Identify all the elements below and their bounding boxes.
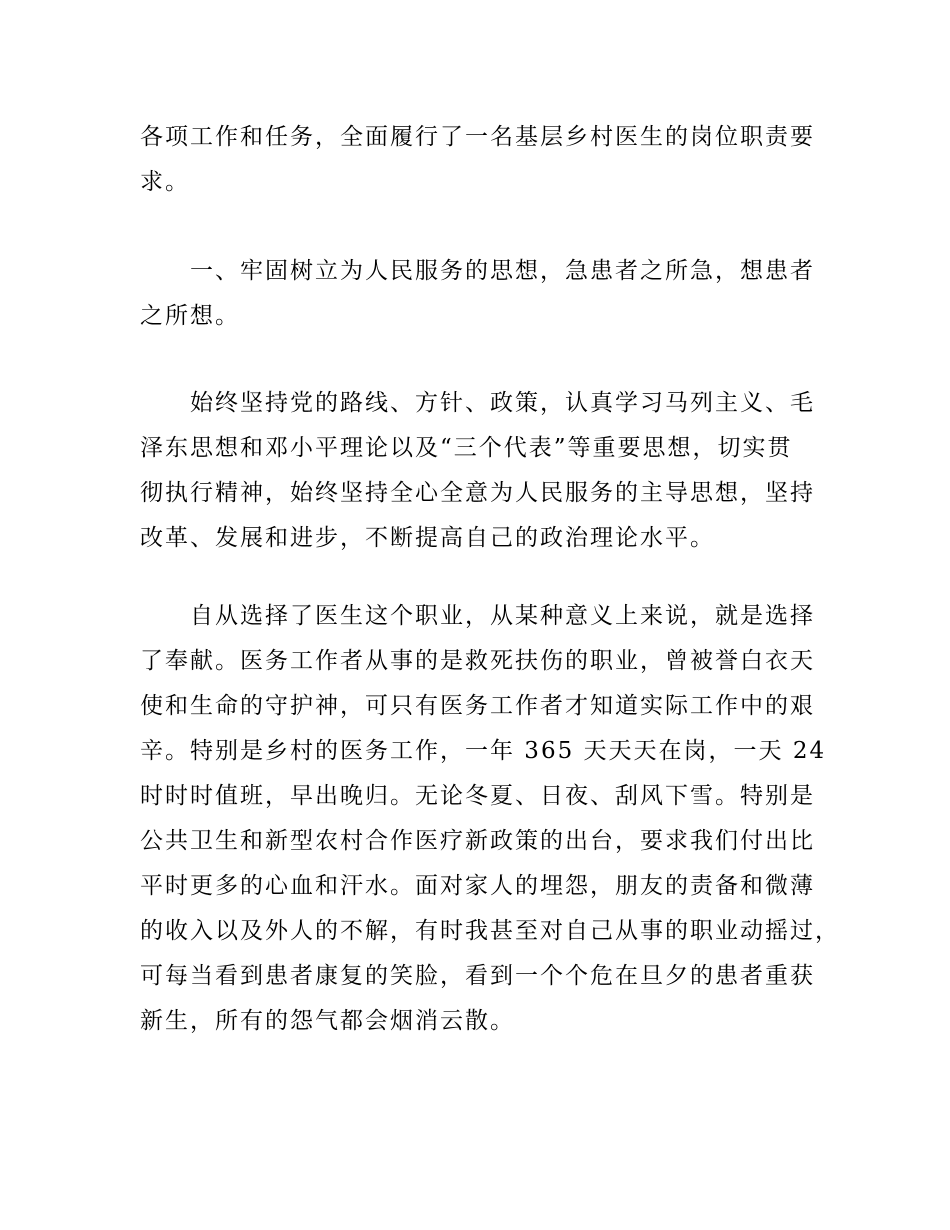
paragraph-1 [140,115,820,205]
paragraph-line: 平时更多的心血和汗水。面对家人的埋怨，朋友的责备和微薄 [140,873,815,899]
paragraph-line: 时时时值班，早出晚归。无论冬夏、日夜、刮风下雪。特别是 [140,783,815,809]
paragraph-line: 各项工作和任务，全面履行了一名基层乡村医生的岗位职责要 [140,124,815,150]
paragraph-line: 公共卫生和新型农村合作医疗新政策的出台，要求我们付出比 [140,828,815,854]
heading-line: 一、牢固树立为人民服务的思想，急患者之所急，想患者 [190,258,815,284]
paragraph-line: 辛。特别是乡村的医务工作，一年 365 天天天在岗，一天 24 [140,738,827,764]
paragraph-3 [140,594,840,1044]
section-heading-1 [140,249,820,339]
paragraph-line: 新生，所有的怨气都会烟消云散。 [140,1008,515,1034]
paragraph-line: 求。 [140,169,190,195]
paragraph-line: 自从选择了医生这个职业，从某种意义上来说，就是选择 [190,603,815,629]
paragraph-line: 的收入以及外人的不解，有时我甚至对自己从事的职业动摇过， [140,918,840,944]
paragraph-line: 了奉献。医务工作者从事的是救死扶伤的职业，曾被誉白衣天 [140,648,815,674]
paragraph-line: 可每当看到患者康复的笑脸，看到一个个危在旦夕的患者重获 [140,963,815,989]
paragraph-line: 彻执行精神，始终坚持全心全意为人民服务的主导思想，坚持 [140,480,815,506]
paragraph-line: 泽东思想和邓小平理论以及“三个代表”等重要思想，切实贯 [140,435,793,461]
paragraph-2 [140,381,820,561]
paragraph-line: 始终坚持党的路线、方针、政策，认真学习马列主义、毛 [190,390,815,416]
heading-line: 之所想。 [140,303,240,329]
paragraph-line: 使和生命的守护神，可只有医务工作者才知道实际工作中的艰 [140,693,815,719]
paragraph-line: 改革、发展和进步，不断提高自己的政治理论水平。 [140,525,715,551]
